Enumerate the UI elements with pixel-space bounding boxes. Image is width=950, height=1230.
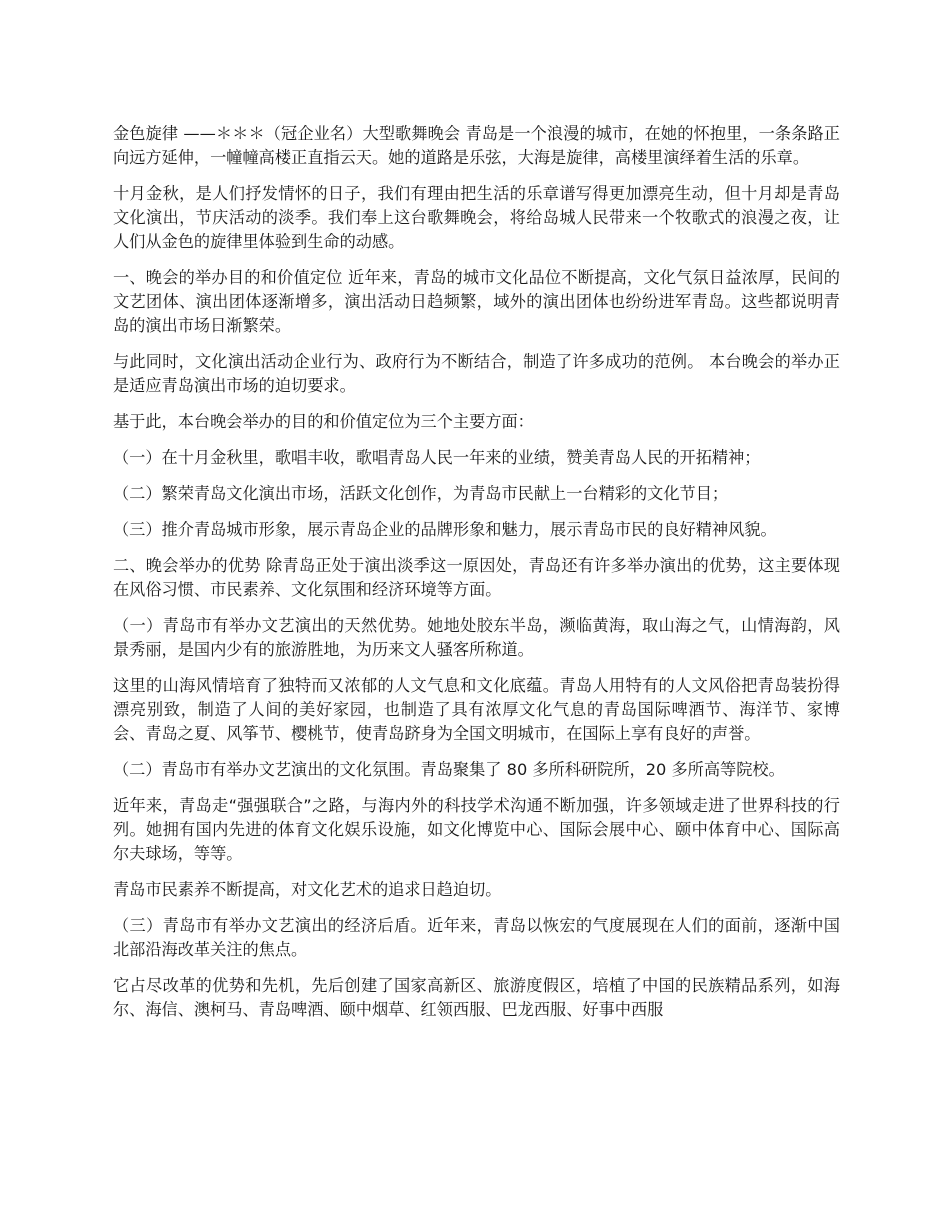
- paragraph-section-two: 二、晚会举办的优势 除青岛正处于演出淡季这一原因处，青岛还有许多举办演出的优势，这主要体现在风俗习惯、市民素养、文化氛围和经济环境等方面。: [113, 556, 840, 599]
- document-body: [113, 122, 840, 1034]
- paragraph-advantage-one: （一）青岛市有举办文艺演出的天然优势。她地处胶东半岛，濒临黄海，取山海之气，山情海韵，风景秀丽，是国内少有的旅游胜地，为历来文人骚客所称道。: [113, 616, 840, 659]
- paragraph-citizen-quality: 青岛市民素养不断提高，对文化艺术的追求日趋迫切。: [113, 880, 502, 899]
- paragraph-title-intro: 金色旋律 ——＊＊＊（冠企业名）大型歌舞晚会 青岛是一个浪漫的城市，在她的怀抱里，一条条路正向远方延伸，一幢幢高楼正直指云天。她的道路是乐弦，大海是旋律，高楼里演绎着生活的乐章。: [113, 124, 840, 167]
- paragraph-advantage-three: （三）青岛市有举办文艺演出的经济后盾。近年来，青岛以恢宏的气度展现在人们的面前，逐渐中国北部沿海改革关注的焦点。: [113, 916, 840, 959]
- paragraph-goal-two: （二）繁荣青岛文化演出市场，活跃文化创作，为青岛市民献上一台精彩的文化节目；: [113, 484, 729, 503]
- paragraph-meanwhile: 与此同时，文化演出活动企业行为、政府行为不断结合，制造了许多成功的范例。 本台晚会的举办正是适应青岛演出市场的迫切要求。: [113, 352, 840, 395]
- paragraph-goal-one: （一）在十月金秋里，歌唱丰收，歌唱青岛人民一年来的业绩，赞美青岛人民的开拓精神；: [113, 448, 761, 467]
- paragraph-section-one: 一、晚会的举办目的和价值定位 近年来，青岛的城市文化品位不断提高，文化气氛日益浓厚，民间的文艺团体、演出团体逐渐增多，演出活动日趋频繁，域外的演出团体也纷纷进军青岛。这些都说明青岛的演出市场日渐繁荣。: [113, 268, 840, 335]
- paragraph-culture-heritage: 这里的山海风情培育了独特而又浓郁的人文气息和文化底蕴。青岛人用特有的人文风俗把青岛装扮得漂亮别致，制造了人间的美好家园，也制造了具有浓厚文化气息的青岛国际啤酒节、海洋节、家博会、青岛之夏、风筝节、樱桃节，使青岛跻身为全国文明城市，在国际上享有良好的声誉。: [113, 676, 840, 743]
- paragraph-recent-years: 近年来，青岛走“强强联合”之路，与海内外的科技学术沟通不断加强，许多领域走进了世界科技的行列。她拥有国内先进的体育文化娱乐设施，如文化博览中心、国际会展中心、颐中体育中心、国际高尔夫球场，等等。: [113, 796, 840, 863]
- paragraph-reform-brands: 它占尽改革的优势和先机，先后创建了国家高新区、旅游度假区，培植了中国的民族精品系列，如海尔、海信、澳柯马、青岛啤酒、颐中烟草、红领西服、巴龙西服、好事中西服: [113, 976, 840, 1019]
- paragraph-advantage-two: （二）青岛市有举办文艺演出的文化氛围。青岛聚集了 80 多所科研院所，20 多所高等院校。: [113, 760, 785, 779]
- paragraph-goal-three: （三）推介青岛城市形象，展示青岛企业的品牌形象和魅力，展示青岛市民的良好精神风貌。: [113, 520, 777, 539]
- paragraph-based-on-this: 基于此，本台晚会举办的目的和价值定位为三个主要方面：: [113, 412, 534, 431]
- paragraph-golden-autumn: 十月金秋，是人们抒发情怀的日子，我们有理由把生活的乐章谱写得更加漂亮生动，但十月却是青岛文化演出，节庆活动的淡季。我们奉上这台歌舞晚会，将给岛城人民带来一个牧歌式的浪漫之夜，让人们从金色的旋律里体验到生命的动感。: [113, 184, 840, 251]
